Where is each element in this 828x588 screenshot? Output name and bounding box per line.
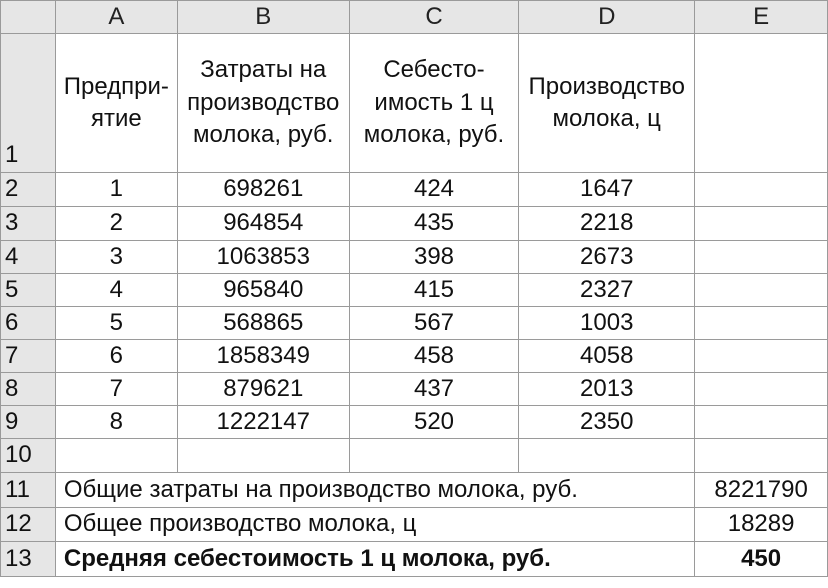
cell-a7[interactable]: 6 bbox=[55, 340, 177, 373]
cell-d7[interactable]: 4058 bbox=[519, 340, 695, 373]
avg-cost-value-cell[interactable]: 450 bbox=[695, 542, 828, 577]
row-header-1[interactable]: 1 bbox=[1, 34, 56, 173]
cell-e7[interactable] bbox=[695, 340, 828, 373]
cell-d6[interactable]: 1003 bbox=[519, 307, 695, 340]
cell-b2[interactable]: 698261 bbox=[177, 173, 349, 207]
cell-a8[interactable]: 7 bbox=[55, 373, 177, 406]
cell-d9[interactable]: 2350 bbox=[519, 406, 695, 439]
cell-e1[interactable] bbox=[695, 34, 828, 173]
cell-e9[interactable] bbox=[695, 406, 828, 439]
cell-b5[interactable]: 965840 bbox=[177, 274, 349, 307]
table-row bbox=[1, 340, 828, 373]
cell-b9[interactable]: 1222147 bbox=[177, 406, 349, 439]
table-row bbox=[1, 373, 828, 406]
row-header-10[interactable]: 10 bbox=[1, 439, 56, 473]
column-header-e[interactable]: E bbox=[695, 1, 828, 34]
cell-e10[interactable] bbox=[695, 439, 828, 473]
table-row bbox=[1, 241, 828, 274]
cell-a10[interactable] bbox=[55, 439, 177, 473]
select-all-corner[interactable] bbox=[1, 1, 56, 34]
cell-e2[interactable] bbox=[695, 173, 828, 207]
table-row bbox=[1, 473, 828, 508]
column-header-a[interactable]: A bbox=[55, 1, 177, 34]
cell-c1[interactable]: Себесто-имость 1 ц молока, руб. bbox=[349, 34, 519, 173]
cell-d8[interactable]: 2013 bbox=[519, 373, 695, 406]
total-costs-label-cell[interactable]: Общие затраты на производство молока, руб. bbox=[55, 473, 694, 508]
column-header-c[interactable]: C bbox=[349, 1, 519, 34]
total-production-value-cell[interactable]: 18289 bbox=[695, 508, 828, 542]
total-production-label-cell[interactable]: Общее производство молока, ц bbox=[55, 508, 694, 542]
cell-c2[interactable]: 424 bbox=[349, 173, 519, 207]
cell-b7[interactable]: 1858349 bbox=[177, 340, 349, 373]
cell-c10[interactable] bbox=[349, 439, 519, 473]
cell-c8[interactable]: 437 bbox=[349, 373, 519, 406]
cell-d2[interactable]: 1647 bbox=[519, 173, 695, 207]
row-header-9[interactable]: 9 bbox=[1, 406, 56, 439]
row-header-13[interactable]: 13 bbox=[1, 542, 56, 577]
cell-e6[interactable] bbox=[695, 307, 828, 340]
cell-d3[interactable]: 2218 bbox=[519, 207, 695, 241]
table-row bbox=[1, 406, 828, 439]
cell-a1[interactable]: Предпри-ятие bbox=[55, 34, 177, 173]
cell-b3[interactable]: 964854 bbox=[177, 207, 349, 241]
row-header-4[interactable]: 4 bbox=[1, 241, 56, 274]
cell-c4[interactable]: 398 bbox=[349, 241, 519, 274]
column-header-d[interactable]: D bbox=[519, 1, 695, 34]
cell-a3[interactable]: 2 bbox=[55, 207, 177, 241]
table-row bbox=[1, 274, 828, 307]
table-row bbox=[1, 439, 828, 473]
cell-a6[interactable]: 5 bbox=[55, 307, 177, 340]
row-header-3[interactable]: 3 bbox=[1, 207, 56, 241]
cell-c5[interactable]: 415 bbox=[349, 274, 519, 307]
row-header-5[interactable]: 5 bbox=[1, 274, 56, 307]
cell-b8[interactable]: 879621 bbox=[177, 373, 349, 406]
cell-a9[interactable]: 8 bbox=[55, 406, 177, 439]
table-row bbox=[1, 173, 828, 207]
row-header-2[interactable]: 2 bbox=[1, 173, 56, 207]
cell-c9[interactable]: 520 bbox=[349, 406, 519, 439]
table-row bbox=[1, 542, 828, 577]
cell-a4[interactable]: 3 bbox=[55, 241, 177, 274]
cell-b1[interactable]: Затраты на производство молока, руб. bbox=[177, 34, 349, 173]
cell-c3[interactable]: 435 bbox=[349, 207, 519, 241]
cell-d5[interactable]: 2327 bbox=[519, 274, 695, 307]
table-row bbox=[1, 508, 828, 542]
cell-e8[interactable] bbox=[695, 373, 828, 406]
column-header-b[interactable]: B bbox=[177, 1, 349, 34]
cell-e4[interactable] bbox=[695, 241, 828, 274]
table-row bbox=[1, 207, 828, 241]
cell-c6[interactable]: 567 bbox=[349, 307, 519, 340]
cell-b4[interactable]: 1063853 bbox=[177, 241, 349, 274]
cell-e5[interactable] bbox=[695, 274, 828, 307]
avg-cost-label-cell[interactable]: Средняя себестоимость 1 ц молока, руб. bbox=[55, 542, 694, 577]
column-header-row bbox=[1, 1, 828, 34]
total-costs-value-cell[interactable]: 8221790 bbox=[695, 473, 828, 508]
cell-c7[interactable]: 458 bbox=[349, 340, 519, 373]
row-header-8[interactable]: 8 bbox=[1, 373, 56, 406]
table-row bbox=[1, 34, 828, 173]
row-header-11[interactable]: 11 bbox=[1, 473, 56, 508]
row-header-7[interactable]: 7 bbox=[1, 340, 56, 373]
cell-a2[interactable]: 1 bbox=[55, 173, 177, 207]
cell-a5[interactable]: 4 bbox=[55, 274, 177, 307]
row-header-6[interactable]: 6 bbox=[1, 307, 56, 340]
cell-d10[interactable] bbox=[519, 439, 695, 473]
cell-b10[interactable] bbox=[177, 439, 349, 473]
cell-b6[interactable]: 568865 bbox=[177, 307, 349, 340]
cell-d1[interactable]: Производство молока, ц bbox=[519, 34, 695, 173]
table-row bbox=[1, 307, 828, 340]
cell-d4[interactable]: 2673 bbox=[519, 241, 695, 274]
row-header-12[interactable]: 12 bbox=[1, 508, 56, 542]
cell-e3[interactable] bbox=[695, 207, 828, 241]
